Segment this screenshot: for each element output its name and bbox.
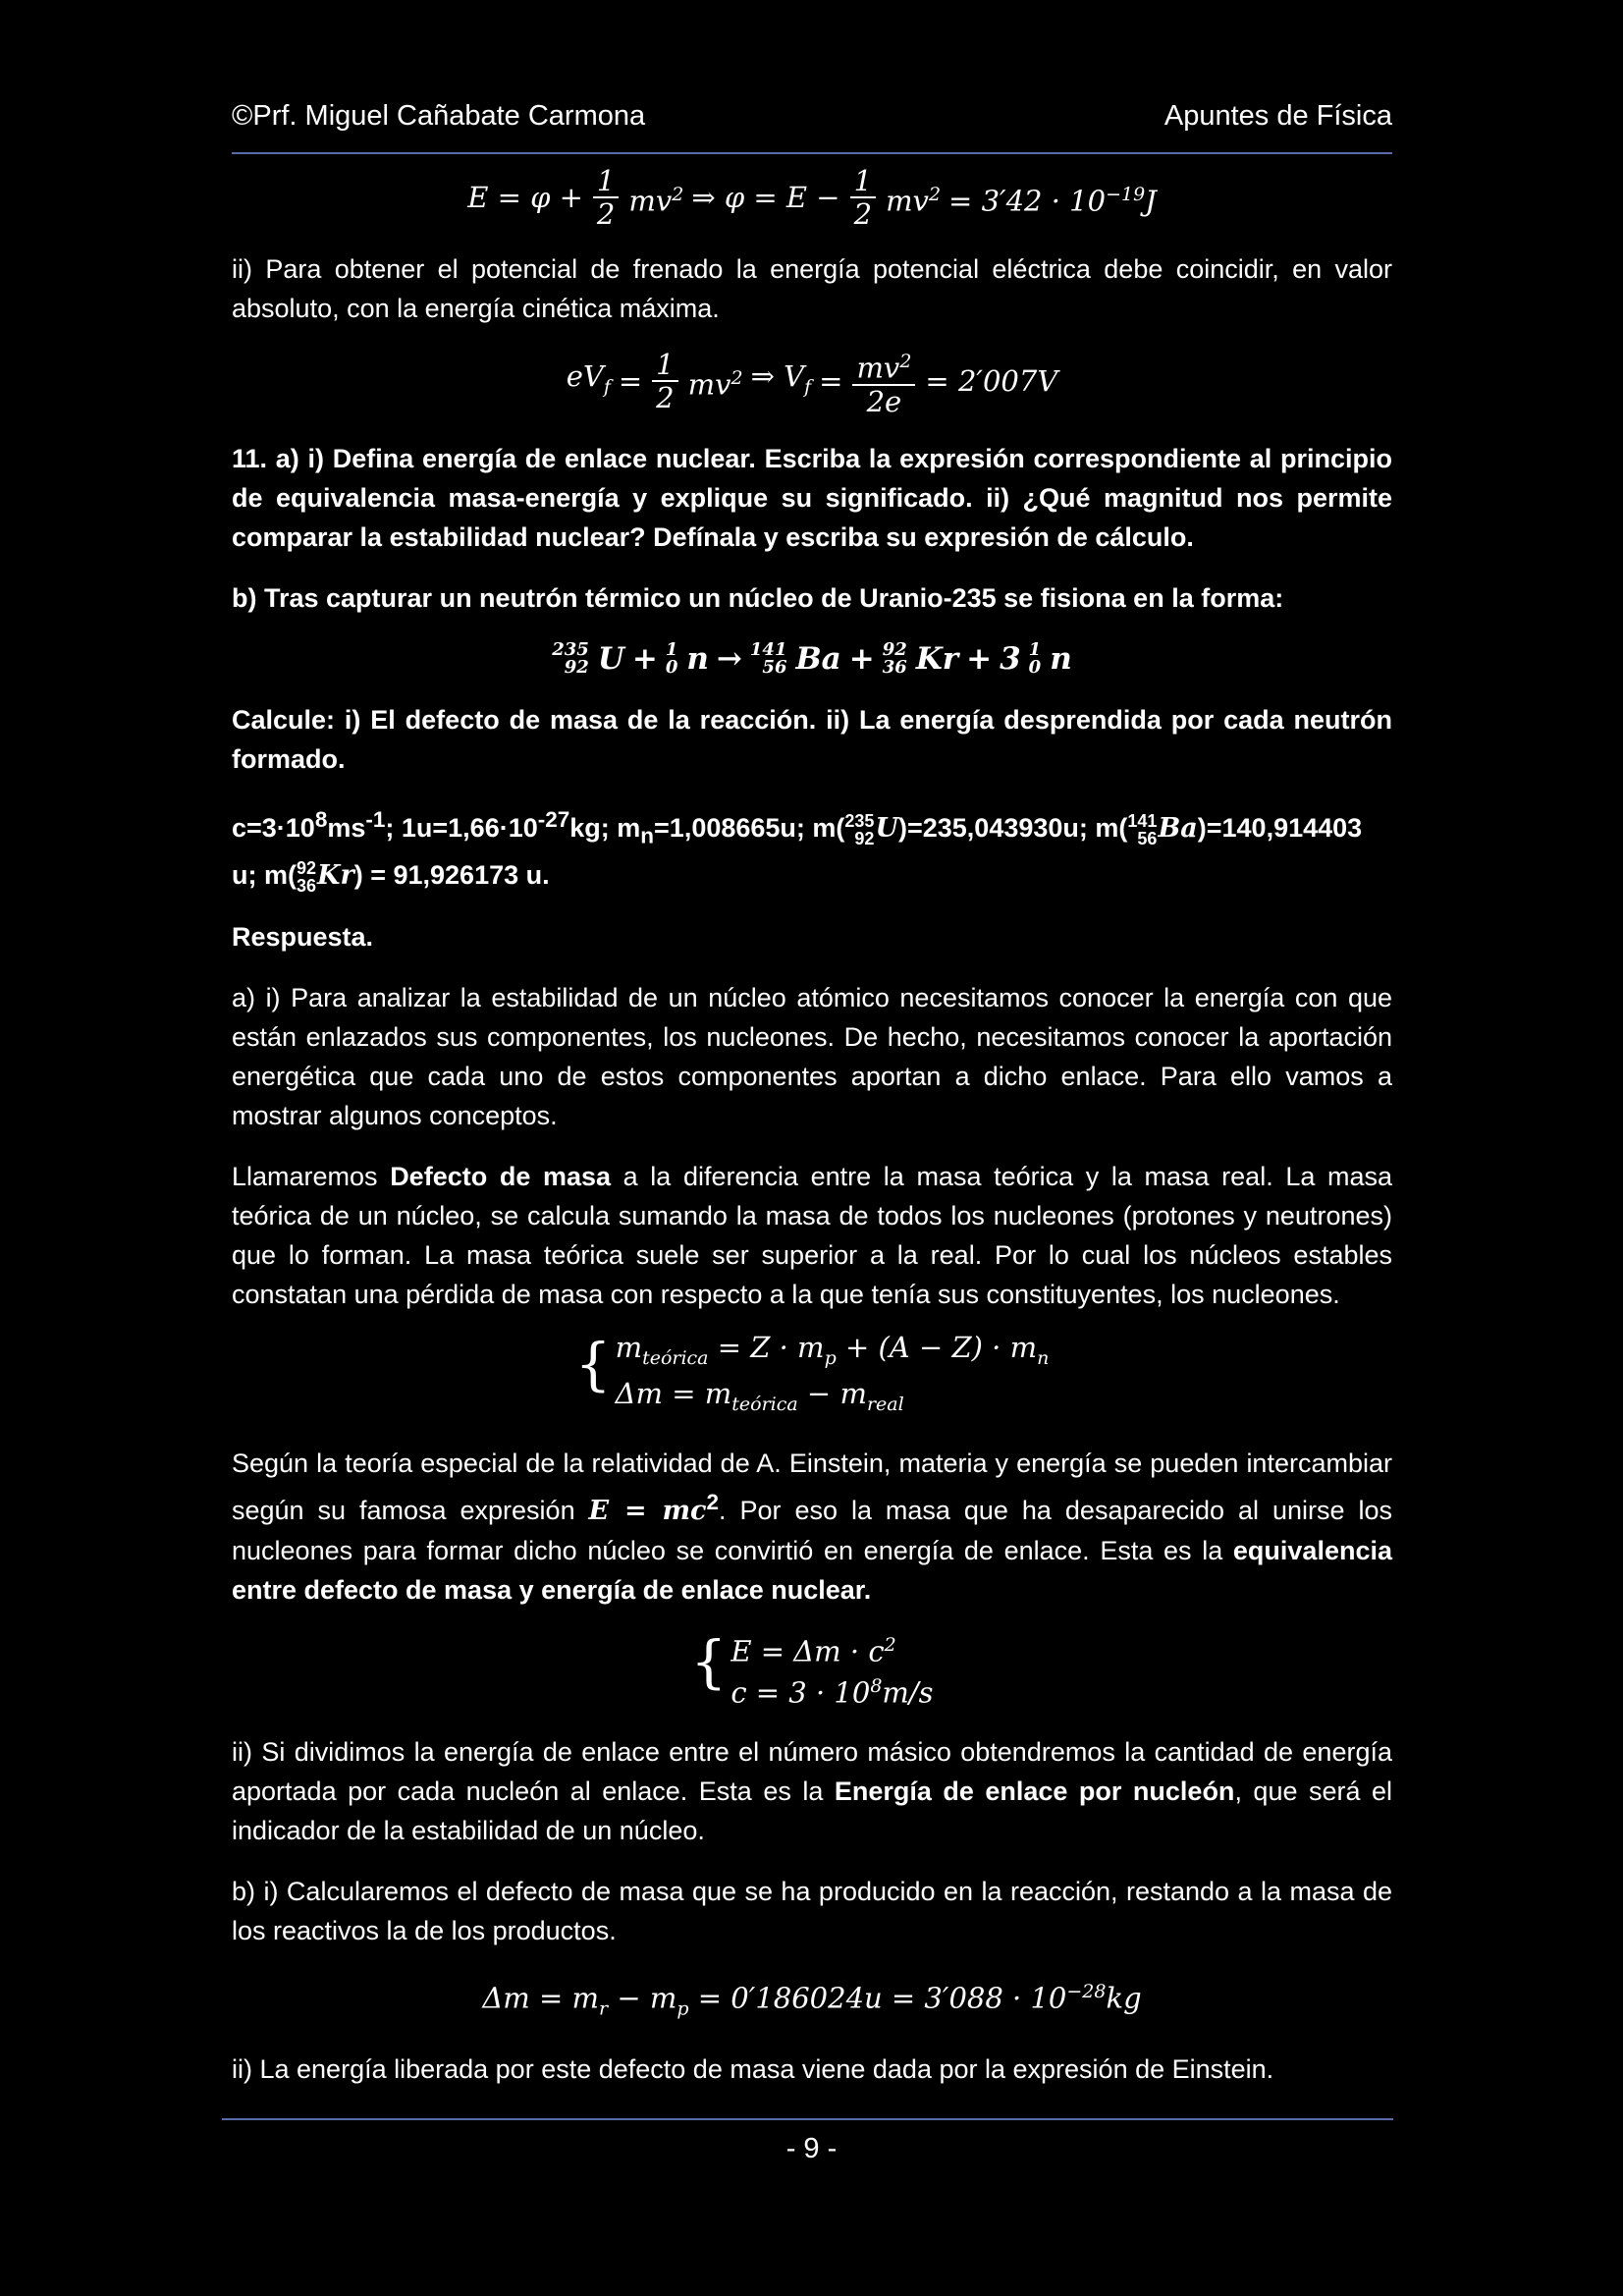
eq1-half-2: $\frac{1}{2}$ xyxy=(850,165,876,230)
given-data: $c=3\cdot 10^8ms^{-1}$; $1u=1,66\cdot 10^{-27}kg$; $m_n=1,008665u$; m( 235 92 U)=235,043930u; m( 141 56 Ba)=140,914403 u; m( 92 36 Kr) = 91,926173 u. xyxy=(232,806,1363,896)
question-11b: b) Tras capturar un neutrón térmico un núcleo de Uranio-235 se fisiona en la forma: xyxy=(232,582,1284,613)
equation-photoelectric: E = φ + $\frac{1}{2}$ $mv^2$ ⇒ φ = E − $\frac{1}{2}$ $mv^2$ = $3'42 \cdot 10^{-19}J$ xyxy=(467,164,1157,231)
eq1-half: $\frac{1}{2}$ xyxy=(593,165,619,230)
document-body xyxy=(232,165,1392,2110)
question-11a: 11. a) i) Defina energía de enlace nuclear. Escriba la expresión correspondiente al principio de equivalencia masa-energía y explique su significado. ii) ¿Qué magnitud nos permite comparar la estabilidad nuclear? Defínala y escriba su expresión de cálculo. xyxy=(232,443,1392,552)
system-mass-defect: { $m_{teórica} = Z \cdot m_p + (A - Z) \cdot m_n$ $\Delta m = m_{teórica} - m_{real}$ xyxy=(574,1331,1050,1415)
fission-reaction: 235 92 U + 1 0 n → 141 56 Ba + 92 36 Kr + 3 1 0 n xyxy=(552,638,1072,678)
header-rule xyxy=(232,152,1392,154)
header-author: ©Prf. Miguel Cañabate Carmona xyxy=(232,100,646,132)
page-header xyxy=(232,96,1392,136)
page-number: - 9 - xyxy=(785,2133,838,2164)
equation-mass-defect-result: $\Delta m = m_r - m_p = 0'186024u = 3'088 \cdot 10^{-28}kg$ xyxy=(482,1980,1142,2020)
eq1-arrow: ⇒ φ = E − xyxy=(691,181,840,214)
answer-a-i: a) i) Para analizar la estabilidad de un núcleo atómico necesitamos conocer la energía con que están enlazados sus componentes, los nucleones. De hecho, necesitamos conocer la aportación energética que cada uno de estos componentes aportan a dicho enlace. Para ello vamos a mostrar algunos conceptos. xyxy=(232,983,1392,1131)
question-calcule: Calcule: i) El defecto de masa de la reacción. ii) La energía desprendida por cada neutrón formado. xyxy=(232,704,1392,774)
paragraph-stopping-potential: ii) Para obtener el potencial de frenado la energía potencial eléctrica debe coincidir, en valor absoluto, con la energía cinética máxima. xyxy=(232,254,1392,323)
header-title: Apuntes de Física xyxy=(1163,100,1392,132)
system-energy: { $E = \Delta m \cdot c^2$ $c = 3 \cdot 10^8m/s$ xyxy=(690,1627,934,1710)
paragraph-einstein: Según la teoría especial de la relatividad de A. Einstein, materia y energía se pueden intercambiar según su famosa expresión $E = mc^2$. Por eso la masa que ha desaparecido al unirse los nucleones para formar dicho núcleo se convirtió en energía de enlace. Esta es la equivalencia entre defecto de masa y energía de enlace nuclear. xyxy=(232,1448,1392,1605)
answer-a-ii: ii) Si dividimos la energía de enlace entre el número másico obtendremos la cantidad de energía aportada por cada nucleón al enlace. Esta es la Energía de enlace por nucleón, que será el indicador de la estabilidad de un núcleo. xyxy=(232,1736,1393,1845)
eq1-lhs: E = φ + xyxy=(467,181,583,214)
answer-heading: Respuesta. xyxy=(232,922,374,953)
answer-b-i: b) i) Calcularemos el defecto de masa que se ha producido en la reacción, restando a la masa de los reactivos la de los productos. xyxy=(232,1876,1392,1945)
answer-b-ii: ii) La energía liberada por este defecto de masa viene dada por la expresión de Einstein. xyxy=(232,2054,1274,2085)
footer-rule xyxy=(222,2118,1393,2120)
equation-stopping-potential: $eV_f$ = $\frac{1}{2}$ $mv^2$ ⇒ $V_f$ = $\frac{mv^2}{2e}$ = 2′007V xyxy=(232,346,1392,417)
paragraph-defecto-masa: Llamaremos Defecto de masa a la diferencia entre la masa teórica y la masa real. La masa teórica de un núcleo, se calcula sumando la masa de todos los nucleones (protones y neutrones) que lo forman. La masa teórica suele ser superior a la real. Por lo cual los núcleos estables constatan una pérdida de masa con respecto a la que tenía sus constituyentes, los nucleones. xyxy=(232,1162,1392,1310)
